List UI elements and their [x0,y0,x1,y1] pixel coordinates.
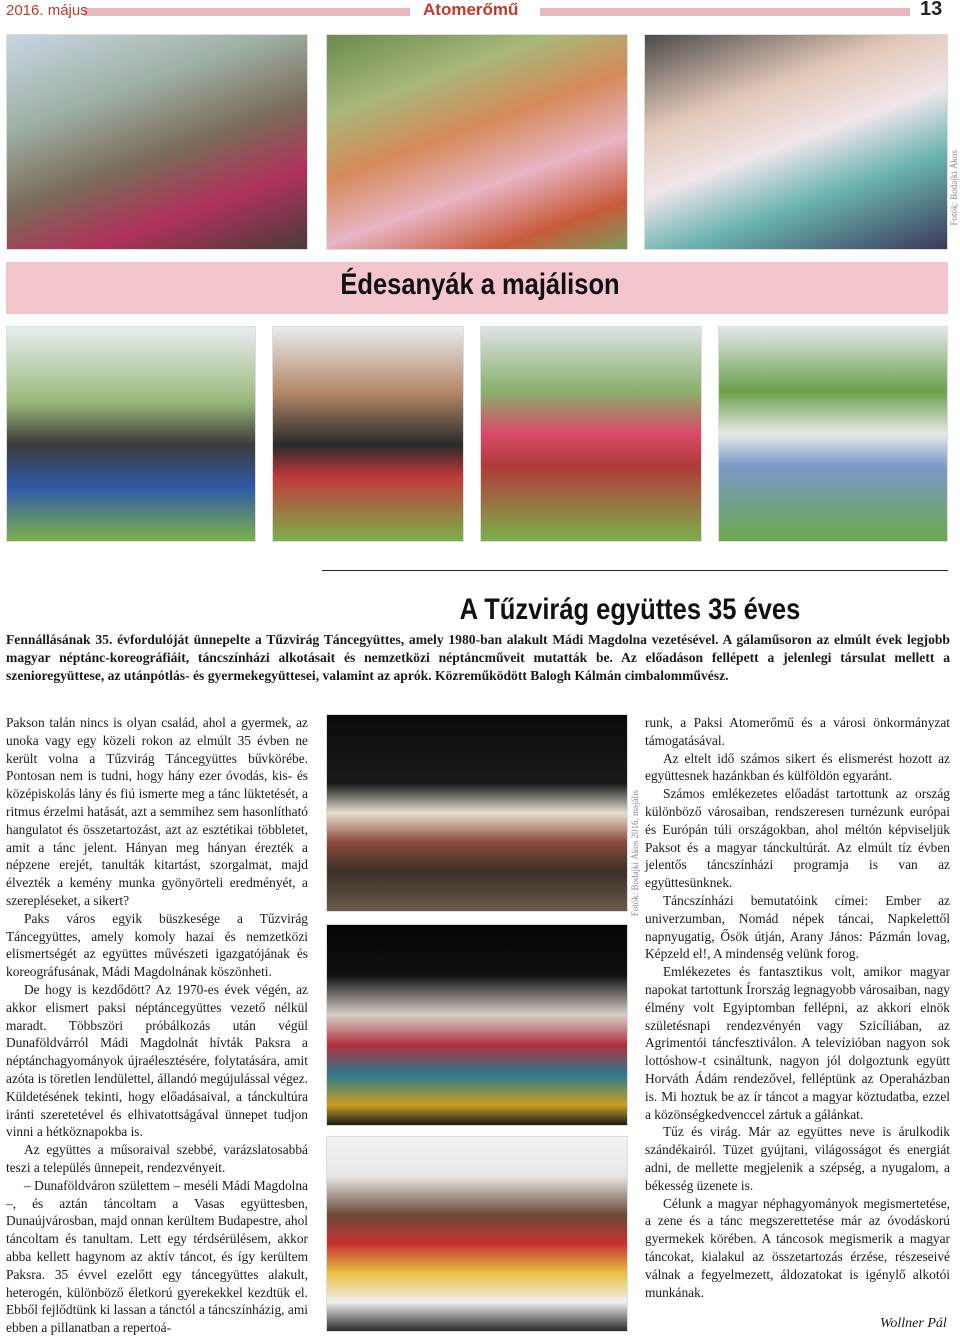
photo-walk-4 [718,326,948,542]
section-divider [322,570,948,571]
photo-walk-2 [272,326,464,542]
paragraph: Célunk a magyar néphagyományok megismertetése, a zene és a tánc megszerettetése már az óvodáskorú gyermekek körében. A táncosok megismerik a magyar táncokat, kialakul az összetartozás érzése, részeseivé válnak a fegyelmezett, áldozatokat is igénylő alkotói munkának. [645,1195,950,1300]
paragraph: Paks város egyik büszkesége a Tűzvirág Táncegyüttes, amely komoly hazai és nemzetközi elismertségét az együttes művészeti igazgatójának és koreográfusának, Mádi Magdolnának köszönheti. [6,910,308,980]
article1-title: Édesanyák a majálison [340,268,620,301]
photo-stage-2 [326,924,628,1126]
article2-title: A Tűzvirág együttes 35 éves [459,593,801,626]
photo-stage-3 [326,1136,628,1332]
paragraph: runk, a Paksi Atomerőmű és a városi önkormányzat támogatásával. [645,715,950,748]
photo-walk-1 [6,326,256,542]
author-signature: Wollner Pál [880,1316,947,1331]
photo-walk-3 [480,326,702,542]
paragraph: Pakson talán nincs is olyan család, ahol a gyermek, az unoka vagy egy közeli rokon az elmúlt 35 évben ne került volna a Tűzvirág Táncegyüttes bűvkörébe. Pontosan nem is tudni, hogy hány ezer óvodás, kis- és középiskolás lány és fiú ismerte meg a tánc lüktetését, a ritmus érzelmi hatását, azt a semmihez sem hasonlítható hangulatot és összetartozást, azt az esztétikai többletet, amit a tánc jelent. Hányan meg hányan érezték a népzene erejét, tanulták kitartást, szorgalmat, majd élvezték a kemény munka gyönyörteli eredményét, a szerepléseket, a sikert? [6,715,308,908]
paragraph: Tűz és virág. Már az együttes neve is árulkodik szándékairól. Tüzet gyújtani, világosságot és energiát adni, de mellette megjelenik a szépség, a nyugalom, a békesség üzenete is. [645,1124,950,1193]
photo-credit-stage: Fotók: Bodajki Ákos 2016. majális [630,790,640,917]
photo-stage-1 [326,714,628,912]
photo-mother-child-2 [326,34,628,250]
paragraph: Táncszínházi bemutatóink címei: Ember az univerzumban, Nomád népek táncai, Napkelettől napnyugatig, Ősök útján, Arany János: Pázmán lovag, Képzeld el!, A mindenség velünk forog. [645,892,950,962]
paragraph: Az eltelt idő számos sikert és elismerést hozott az együttesnek hazánkban és külföldön egyaránt. [645,750,950,784]
page-number: 13 [920,0,943,20]
paragraph: De hogy is kezdődött? Az 1970-es évek végén, az akkor elismert paksi néptáncegyüttes vezető nélkül maradt. Többszöri próbálkozás után végül Dunaföldvárról Mádi Magdolnát hívták Paksra a néptánchagyományok újraélesztésére, folytatására, amit azóta is töretlen lendülettel, állandó megújulással végez. Küldetésének tekinti, hogy előadásaival, a tánckultúra iránti szeretetével és elhivatottságával ünnepet tudjon vinni a hétköznapokba is. [6,981,308,1140]
header-bar-left [84,8,410,16]
paragraph: Az együttes a műsoraival szebbé, varázslatosabbá teszi a település ünnepeit, rendezvényeit. [6,1142,308,1175]
header-date: 2016. május [6,2,88,19]
photo-mother-child-1 [6,34,308,250]
article2-lead: Fennállásának 35. évfordulóját ünnepelte a Tűzvirág Táncegyüttes, amely 1980-ban alakult Mádi Magdolna vezetésével. A gálaműsoron az elmúlt évek legjobb magyar néptánc-koreográfiáit, táncszínházi alkotásait és nemzetközi néptáncműveit mutatták be. Az előadáson fellépett a jelenlegi társulat mellett a szenioregyüttese, az utánpótlás- és gyermekegyüttesei, valamint az aprók. Közreműködött Balogh Kálmán cimbalomművész. [6,632,950,683]
header-bar-right [540,8,910,16]
paragraph: Számos emlékezetes előadást tartottunk az ország különböző városaiban, rendszeresen turnézunk európai és Európán túli országokban, ahol méltón képviseljük Paksot és a magyar tánckultúrát. Az elmúlt tíz évben jelentős táncszínházi programja is van az együttesünknek. [645,786,950,891]
article2-column-1 [6,714,308,1337]
article2-column-3 [645,714,950,1301]
photo-mother-child-3 [644,34,948,250]
header-title: Atomerőmű [423,0,519,19]
photo-credit-top: Fotók: Bodajki Ákos [949,150,959,226]
paragraph: Emlékezetes és fantasztikus volt, amikor magyar napokat tartottunk Írország legnagyobb városaiban, nagy élmény volt Egyiptomban fellépni, az akkori elnök születésnapi rendezvényén vagy Szicíliában, az Agrimentói táncfesztiválon. A televízióban nagyon sok lottóshow-t csináltunk, nagyon jól dolgoztunk együtt Horváth Ádám rendezővel, felléptünk az Operaházban is. Mi hoztuk be az ír táncot a magyar köztudatba, ezzel a közönségkedvenccel zártuk a gálánkat. [645,964,950,1122]
paragraph: – Dunaföldváron születtem – meséli Mádi Magdolna –, és aztán táncoltam a Vasas együttesben, Dunaújvárosban, majd onnan kerültem Budapestre, ahol táncoltam és tanultam. Lett egy térdsérülésem, akkor abba kellett hagynom az aktív táncot, és így kerültem Paksra. 35 évvel ezelőtt egy táncegyüttes alakult, heterogén, különböző életkorú gyerekekkel kezdtük el. Ebből fejlődtünk ki lassan a tánctól a táncszínházig, ami ebben a pillanatban a repertoá- [6,1177,308,1336]
